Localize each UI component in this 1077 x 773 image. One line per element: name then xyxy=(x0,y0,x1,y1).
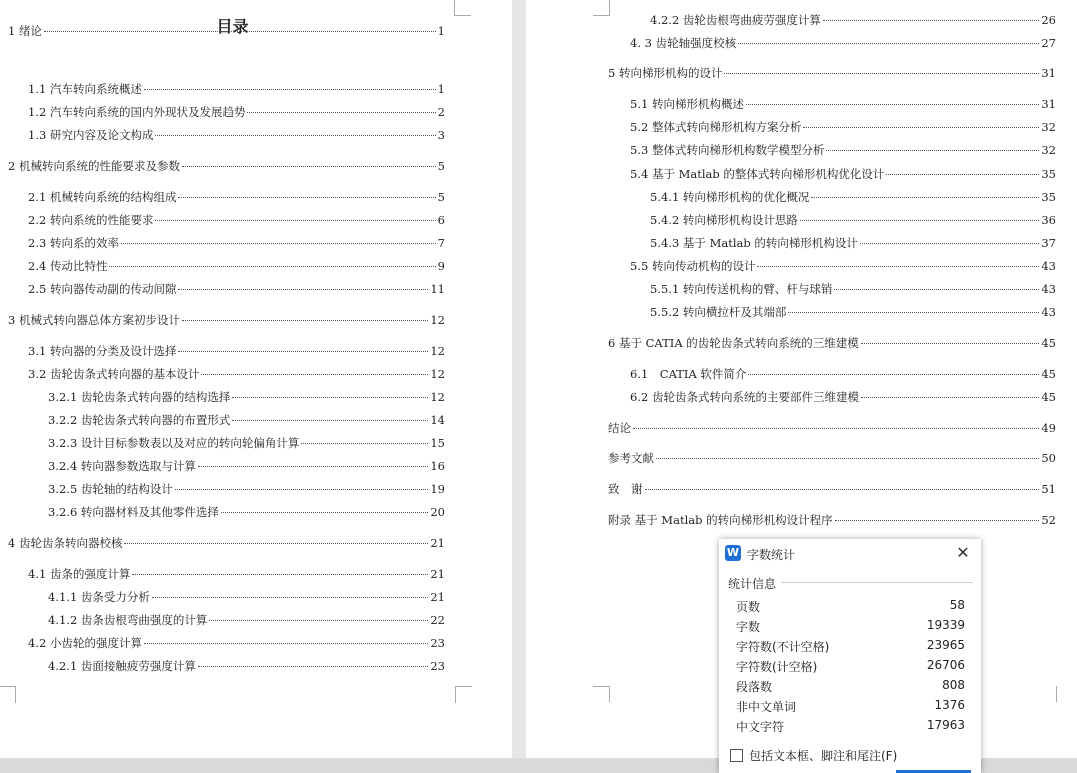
toc-leader-dots xyxy=(860,243,1039,244)
stat-value: 808 xyxy=(942,678,965,692)
toc-entry-title: 3.2.3 设计目标参数表以及对应的转向轮偏角计算 xyxy=(48,436,300,450)
toc-leader-dots xyxy=(645,489,1040,490)
stat-label: 段落数 xyxy=(736,680,773,694)
group-divider xyxy=(781,582,973,583)
toc-entry-page: 5 xyxy=(437,190,445,204)
toc-leader-dots xyxy=(124,543,428,544)
include-textbox-checkbox[interactable] xyxy=(730,749,743,762)
toc-entry[interactable] xyxy=(48,481,445,497)
toc-entry-title: 2 机械转向系统的性能要求及参数 xyxy=(8,159,180,173)
stats-group-label: 统计信息 xyxy=(728,577,777,591)
toc-entry-page: 52 xyxy=(1041,513,1056,527)
toc-leader-dots xyxy=(232,420,428,421)
toc-entry-title: 4. 3 齿轮轴强度校核 xyxy=(630,36,737,50)
toc-entry-page: 27 xyxy=(1041,36,1056,50)
toc-entry-page: 12 xyxy=(430,367,445,381)
toc-entry[interactable] xyxy=(48,658,445,674)
toc-entry[interactable] xyxy=(48,612,445,628)
toc-leader-dots xyxy=(748,374,1039,375)
wps-writer-icon: W xyxy=(726,546,740,559)
toc-entry-title: 5.3 整体式转向梯形机构数学模型分析 xyxy=(630,143,825,157)
stat-row-chars-with-spaces xyxy=(736,658,965,678)
toc-leader-dots xyxy=(182,166,436,167)
toc-entry-title: 2.1 机械转向系统的结构组成 xyxy=(28,190,177,204)
toc-entry[interactable] xyxy=(630,142,1056,158)
stat-value: 58 xyxy=(949,598,965,612)
toc-entry-title: 3.2 齿轮齿条式转向器的基本设计 xyxy=(28,367,200,381)
toc-entry-title: 致 谢 xyxy=(608,482,643,496)
toc-leader-dots xyxy=(178,197,435,198)
toc-entry-title: 4.1 齿条的强度计算 xyxy=(28,567,131,581)
toc-entry-page: 15 xyxy=(430,436,445,450)
stat-label: 字数 xyxy=(736,620,761,634)
toc-leader-dots xyxy=(835,520,1040,521)
toc-entry-title: 1.1 汽车转向系统概述 xyxy=(28,82,142,96)
toc-entry-page: 19 xyxy=(430,482,445,496)
toc-entry-title: 5.2 整体式转向梯形机构方案分析 xyxy=(630,120,802,134)
toc-entry-title: 5.5.2 转向横拉杆及其端部 xyxy=(650,305,787,319)
toc-entry-title: 5 转向梯形机构的设计 xyxy=(608,66,723,80)
toc-entry-title: 4.1.1 齿条受力分析 xyxy=(48,590,150,604)
toc-entry[interactable] xyxy=(28,343,445,359)
toc-entry-page: 23 xyxy=(430,636,445,650)
toc-leader-dots xyxy=(861,397,1039,398)
toc-leader-dots xyxy=(109,266,435,267)
toc-entry[interactable] xyxy=(28,566,445,582)
stat-value: 23965 xyxy=(926,638,965,652)
stat-value: 19339 xyxy=(926,618,965,632)
toc-entry-title: 5.5 转向传动机构的设计 xyxy=(630,259,756,273)
stat-value: 1376 xyxy=(934,698,965,712)
toc-title: 目录 xyxy=(216,17,249,36)
toc-entry-title: 1.2 汽车转向系统的国内外现状及发展趋势 xyxy=(28,105,246,119)
toc-entry-page: 35 xyxy=(1041,190,1056,204)
toc-leader-dots xyxy=(175,489,428,490)
toc-entry[interactable] xyxy=(48,435,445,451)
toc-entry[interactable] xyxy=(630,258,1056,274)
toc-entry-page: 1 xyxy=(437,82,445,96)
toc-entry-title: 5.4.2 转向梯形机构设计思路 xyxy=(650,213,798,227)
toc-entry[interactable] xyxy=(28,281,445,297)
toc-entry-page: 45 xyxy=(1041,367,1056,381)
toc-entry-page: 50 xyxy=(1041,451,1056,465)
toc-entry-title: 5.1 转向梯形机构概述 xyxy=(630,97,744,111)
toc-entry-title: 2.4 传动比特性 xyxy=(28,259,108,273)
toc-leader-dots xyxy=(738,43,1039,44)
toc-entry[interactable] xyxy=(650,189,1056,205)
toc-entry-title: 3.2.1 齿轮齿条式转向器的结构选择 xyxy=(48,390,231,404)
toc-leader-dots xyxy=(656,458,1039,459)
stat-row-chinese-chars xyxy=(736,718,965,738)
toc-leader-dots xyxy=(155,220,435,221)
toc-leader-dots xyxy=(221,512,428,513)
toc-entry-page: 21 xyxy=(430,590,445,604)
toc-entry-title: 2.3 转向系的效率 xyxy=(28,236,119,250)
toc-entry[interactable] xyxy=(48,389,445,405)
toc-list-left xyxy=(0,0,512,758)
toc-entry-title: 6.1 CATIA 软件简介 xyxy=(630,367,747,381)
dialog-title: 字数统计 xyxy=(747,548,796,562)
toc-entry-page: 26 xyxy=(1041,13,1056,27)
toc-entry-title: 5.5.1 转向传送机构的臂、杆与球销 xyxy=(650,282,833,296)
toc-entry-page: 35 xyxy=(1041,167,1056,181)
stat-label: 中文字符 xyxy=(736,720,785,734)
toc-leader-dots xyxy=(155,135,435,136)
toc-entry-title: 4.2 小齿轮的强度计算 xyxy=(28,636,142,650)
toc-entry-title: 结论 xyxy=(608,421,631,435)
toc-entry-page: 7 xyxy=(437,236,445,250)
toc-entry[interactable] xyxy=(48,412,445,428)
toc-entry-title: 4.1.2 齿条齿根弯曲强度的计算 xyxy=(48,613,208,627)
toc-entry-title: 3.1 转向器的分类及设计选择 xyxy=(28,344,177,358)
stat-value: 17963 xyxy=(926,718,965,732)
toc-leader-dots xyxy=(209,620,428,621)
toc-leader-dots xyxy=(301,443,428,444)
toc-leader-dots xyxy=(44,31,436,32)
toc-entry[interactable] xyxy=(28,235,445,251)
close-icon[interactable]: ✕ xyxy=(956,543,970,562)
toc-entry-page: 49 xyxy=(1041,421,1056,435)
toc-entry[interactable] xyxy=(608,335,1056,351)
stat-row-paragraphs xyxy=(736,678,965,698)
toc-entry[interactable] xyxy=(650,304,1056,320)
toc-entry[interactable] xyxy=(608,420,1056,436)
toc-leader-dots xyxy=(834,289,1039,290)
stat-row-words xyxy=(736,618,965,638)
stat-value: 26706 xyxy=(926,658,965,672)
stat-label: 非中文单词 xyxy=(736,700,797,714)
toc-entry-title: 4.2.2 齿轮齿根弯曲疲劳强度计算 xyxy=(650,13,821,27)
toc-entry[interactable] xyxy=(630,119,1056,135)
toc-entry-page: 36 xyxy=(1041,213,1056,227)
toc-entry[interactable] xyxy=(650,235,1056,251)
toc-entry-title: 3.2.5 齿轮轴的结构设计 xyxy=(48,482,173,496)
toc-leader-dots xyxy=(152,597,428,598)
toc-leader-dots xyxy=(886,174,1039,175)
toc-entry-page: 32 xyxy=(1041,143,1056,157)
toc-entry-title: 3.2.4 转向器参数选取与计算 xyxy=(48,459,196,473)
toc-entry[interactable] xyxy=(8,312,445,328)
toc-entry-title: 5.4.3 基于 Matlab 的转向梯形机构设计 xyxy=(650,236,858,250)
toc-entry-title: 3 机械式转向器总体方案初步设计 xyxy=(8,313,180,327)
toc-entry-page: 20 xyxy=(430,505,445,519)
toc-entry-page: 51 xyxy=(1041,482,1056,496)
toc-entry-title: 参考文献 xyxy=(608,451,654,465)
toc-entry-page: 43 xyxy=(1041,282,1056,296)
include-textbox-footnotes-option[interactable] xyxy=(730,747,897,764)
toc-entry-page: 12 xyxy=(430,313,445,327)
toc-entry-page: 23 xyxy=(430,659,445,673)
toc-leader-dots xyxy=(182,320,428,321)
toc-leader-dots xyxy=(633,428,1039,429)
toc-entry-page: 43 xyxy=(1041,259,1056,273)
stat-row-chars-no-spaces xyxy=(736,638,965,658)
toc-entry-title: 6.2 齿轮齿条式转向系统的主要部件三维建模 xyxy=(630,390,859,404)
toc-entry[interactable] xyxy=(28,104,445,120)
toc-entry[interactable] xyxy=(28,635,445,651)
toc-entry-page: 2 xyxy=(437,105,445,119)
stat-row-pages xyxy=(736,598,965,618)
toc-entry-page: 32 xyxy=(1041,120,1056,134)
toc-entry-title: 1.3 研究内容及论文构成 xyxy=(28,128,154,142)
toc-entry-page: 21 xyxy=(430,567,445,581)
toc-leader-dots xyxy=(198,666,428,667)
toc-entry[interactable] xyxy=(608,512,1056,528)
toc-entry[interactable] xyxy=(8,158,445,174)
toc-entry-title: 5.4.1 转向梯形机构的优化概况 xyxy=(650,190,810,204)
toc-leader-dots xyxy=(132,574,428,575)
toc-leader-dots xyxy=(811,197,1039,198)
toc-entry-title: 2.2 转向系统的性能要求 xyxy=(28,213,154,227)
toc-entry-page: 21 xyxy=(430,536,445,550)
toc-entry[interactable] xyxy=(630,96,1056,112)
toc-entry-title: 4.2.1 齿面接触疲劳强度计算 xyxy=(48,659,196,673)
toc-entry[interactable] xyxy=(608,481,1056,497)
toc-entry-page: 1 xyxy=(437,24,445,38)
toc-entry-page: 16 xyxy=(430,459,445,473)
toc-leader-dots xyxy=(201,374,428,375)
stat-label: 字符数(计空格) xyxy=(736,660,818,674)
toc-entry[interactable] xyxy=(28,127,445,143)
toc-leader-dots xyxy=(121,243,436,244)
stat-label: 页数 xyxy=(736,600,761,614)
toc-leader-dots xyxy=(788,312,1039,313)
toc-entry-page: 43 xyxy=(1041,305,1056,319)
toc-entry[interactable] xyxy=(650,212,1056,228)
toc-entry-page: 11 xyxy=(430,282,445,296)
toc-entry[interactable] xyxy=(8,535,445,551)
toc-leader-dots xyxy=(826,150,1039,151)
toc-entry-page: 31 xyxy=(1041,97,1056,111)
toc-leader-dots xyxy=(178,289,428,290)
toc-leader-dots xyxy=(247,112,435,113)
toc-leader-dots xyxy=(198,466,428,467)
toc-entry[interactable] xyxy=(630,366,1056,382)
toc-entry[interactable] xyxy=(28,189,445,205)
toc-leader-dots xyxy=(757,266,1039,267)
toc-entry-page: 45 xyxy=(1041,390,1056,404)
toc-entry[interactable] xyxy=(28,212,445,228)
toc-entry-title: 4 齿轮齿条转向器校核 xyxy=(8,536,123,550)
toc-entry-page: 22 xyxy=(430,613,445,627)
toc-entry[interactable] xyxy=(48,589,445,605)
toc-entry[interactable] xyxy=(48,458,445,474)
toc-entry-title: 5.4 基于 Matlab 的整体式转向梯形机构优化设计 xyxy=(630,167,885,181)
toc-entry-title: 6 基于 CATIA 的齿轮齿条式转向系统的三维建模 xyxy=(608,336,859,350)
stat-label: 字符数(不计空格) xyxy=(736,640,830,654)
toc-leader-dots xyxy=(178,351,428,352)
toc-entry-page: 31 xyxy=(1041,66,1056,80)
toc-entry-page: 14 xyxy=(430,413,445,427)
toc-leader-dots xyxy=(803,127,1039,128)
toc-entry[interactable] xyxy=(608,65,1056,81)
toc-leader-dots xyxy=(724,73,1039,74)
toc-entry-page: 12 xyxy=(430,390,445,404)
toc-entry-page: 6 xyxy=(437,213,445,227)
toc-entry[interactable] xyxy=(608,450,1056,466)
checkbox-label: 包括文本框、脚注和尾注(F) xyxy=(749,749,898,763)
toc-entry[interactable] xyxy=(28,366,445,382)
toc-entry[interactable] xyxy=(650,12,1056,28)
toc-entry-title: 3.2.2 齿轮齿条式转向器的布置形式 xyxy=(48,413,231,427)
toc-leader-dots xyxy=(823,20,1039,21)
toc-entry[interactable] xyxy=(28,81,445,97)
toc-entry-title: 2.5 转向器传动副的传动间隙 xyxy=(28,282,177,296)
dialog-header[interactable] xyxy=(719,539,981,567)
toc-entry-title: 3.2.6 转向器材料及其他零件选择 xyxy=(48,505,219,519)
toc-leader-dots xyxy=(144,89,436,90)
toc-entry-page: 37 xyxy=(1041,236,1056,250)
toc-entry-page: 12 xyxy=(430,344,445,358)
toc-entry[interactable] xyxy=(630,166,1056,182)
toc-entry[interactable] xyxy=(630,389,1056,405)
toc-entry[interactable] xyxy=(630,35,1056,51)
toc-entry-page: 9 xyxy=(437,259,445,273)
word-count-dialog xyxy=(719,539,981,773)
toc-leader-dots xyxy=(861,343,1040,344)
toc-leader-dots xyxy=(800,220,1039,221)
toc-leader-dots xyxy=(232,397,428,398)
toc-entry-page: 3 xyxy=(437,128,445,142)
toc-leader-dots xyxy=(746,104,1039,105)
toc-entry[interactable] xyxy=(8,23,445,39)
toc-entry-title: 1 绪论 xyxy=(8,24,42,38)
toc-leader-dots xyxy=(144,643,428,644)
toc-entry-title: 附录 基于 Matlab 的转向梯形机构设计程序 xyxy=(608,513,833,527)
document-page-left xyxy=(0,0,512,758)
toc-entry[interactable] xyxy=(28,258,445,274)
toc-entry-page: 5 xyxy=(437,159,445,173)
toc-entry[interactable] xyxy=(48,504,445,520)
toc-entry-page: 45 xyxy=(1041,336,1056,350)
stat-row-non-chinese-words xyxy=(736,698,965,718)
toc-entry[interactable] xyxy=(650,281,1056,297)
